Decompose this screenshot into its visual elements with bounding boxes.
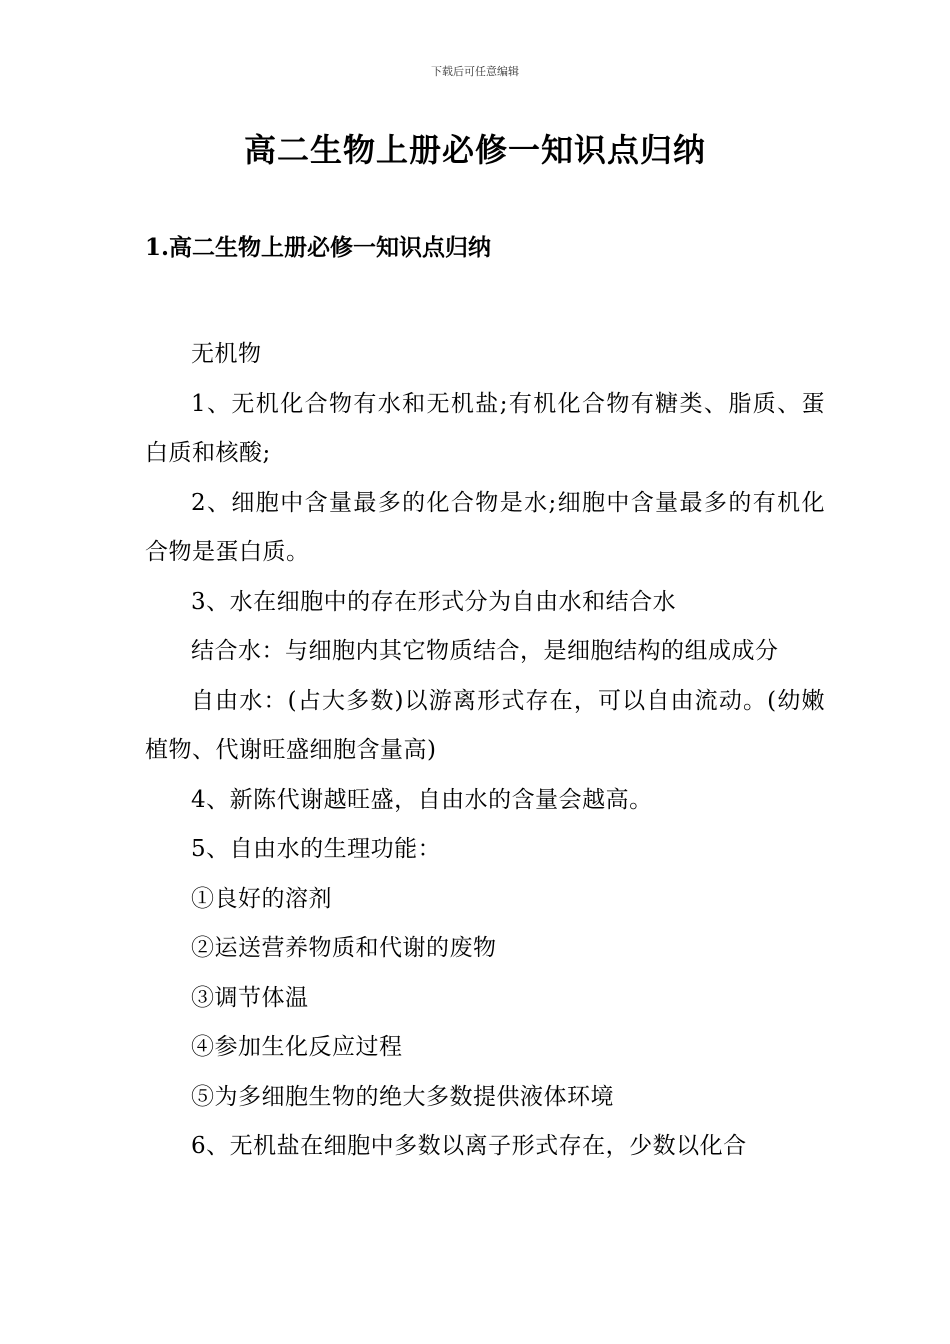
paragraph-bound-water: 结合水：与细胞内其它物质结合，是细胞结构的组成成分	[191, 638, 779, 664]
list-item-transport: ②运送营养物质和代谢的废物	[191, 935, 497, 961]
list-item-reactions: ④参加生化反应过程	[191, 1034, 403, 1060]
paragraph-free-water-functions: 5、自由水的生理功能：	[191, 836, 442, 862]
section-heading: 1.高二生物上册必修一知识点归纳	[145, 234, 492, 261]
page-title: 高二生物上册必修一知识点归纳	[243, 131, 706, 169]
paragraph-water-forms: 3、水在细胞中的存在形式分为自由水和结合水	[191, 588, 677, 615]
header-note: 下载后可任意编辑	[431, 65, 519, 78]
document-body	[145, 330, 825, 1172]
list-item-environment: ⑤为多细胞生物的绝大多数提供液体环境	[191, 1083, 614, 1110]
list-item-solvent: ①良好的溶剂	[191, 885, 332, 912]
list-item-temperature: ③调节体温	[191, 984, 309, 1011]
paragraph-metabolism: 4、新陈代谢越旺盛，自由水的含量会越高。	[191, 786, 653, 813]
paragraph-free-water: 自由水：(占大多数)以游离形式存在，可以自由流动。(幼嫩植物、代谢旺盛细胞含量高)	[145, 687, 825, 763]
paragraph-water-content: 2、细胞中含量最多的化合物是水;细胞中含量最多的有机化合物是蛋白质。	[145, 489, 825, 565]
paragraph-inorganic-heading: 无机物	[191, 341, 262, 367]
paragraph-inorganic-salts: 6、无机盐在细胞中多数以离子形式存在，少数以化合	[191, 1133, 747, 1159]
paragraph-compounds: 1、无机化合物有水和无机盐;有机化合物有糖类、脂质、蛋白质和核酸;	[145, 390, 825, 466]
